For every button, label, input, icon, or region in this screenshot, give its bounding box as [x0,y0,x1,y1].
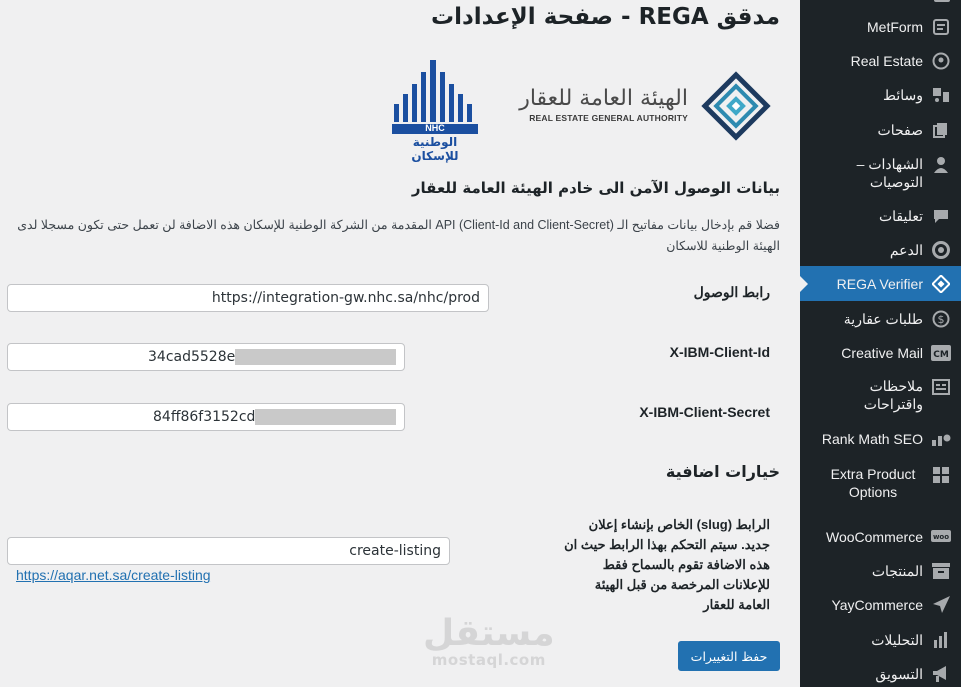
endpoint-value: https://integration-gw.nhc.sa/nhc/prod [211,290,480,306]
sidebar-item-testimonials[interactable] [800,154,961,194]
slug-input[interactable] [7,537,450,565]
nhc-logo-mark: NHC [425,123,445,133]
location-icon [930,50,952,72]
sidebar-item-label: التحليلات [871,632,923,648]
support-icon [930,239,952,261]
rega-logo-english: REAL ESTATE GENERAL AUTHORITY [529,113,688,123]
sidebar-item-label: ملاحظات واقتراحات [863,378,923,412]
sidebar-item-label: WooCommerce [826,529,923,545]
sidebar-item-label: وسائط [883,87,923,103]
rega-logo-icon [700,70,772,142]
archive-icon [930,560,952,582]
slug-link[interactable]: https://aqar.net.sa/create-listing [16,567,211,583]
sidebar-item-label: Rank Math SEO [821,431,923,447]
sidebar-item-label: المنتجات [871,563,923,579]
section-title: بيانات الوصول الآمن الى خادم الهيئة العامة للعقار [411,179,780,197]
svg-text:woo: woo [932,533,950,541]
sidebar-item-label: Extra Product Options [830,466,916,500]
media-icon [930,84,952,106]
sidebar-item-woocommerce[interactable] [800,526,961,548]
sidebar-item-real-estate-requests[interactable] [800,308,961,330]
client-id-redaction [235,349,396,365]
sidebar-item-label: الشهادات – التوصيات [856,156,923,190]
sidebar-item-extra-product-options[interactable] [800,464,961,504]
save-changes-button[interactable]: حفظ التغييرات [678,641,780,671]
comments-icon [930,205,952,227]
sidebar-item-label: طلبات عقارية [843,311,923,327]
client-secret-redaction [255,409,396,425]
verifier-icon [930,273,952,295]
logos [388,58,780,163]
sidebar-item-feedback[interactable] [800,376,961,416]
sidebar-item-label: التسويق [875,666,923,682]
sidebar-item-yaycommerce[interactable] [800,594,961,616]
sidebar-item-label: YayCommerce [831,597,923,613]
client-id-input[interactable] [7,343,405,371]
sidebar-item-metform[interactable] [800,16,961,38]
sidebar-item-label: REGA Verifier [836,275,923,292]
svg-text:CM: CM [933,350,949,360]
nhc-logo-arabic: الوطنية للإسكان [411,135,459,163]
sidebar-item-label: الدعم [889,242,923,258]
partial-icon [934,0,950,2]
cm-icon [930,342,952,364]
sidebar-item-label: Real Estate [850,53,923,69]
slug-value: create-listing [349,543,441,559]
sidebar-item-partial-top[interactable] [800,0,961,4]
client-id-label: X-IBM-Client-Id [669,344,770,360]
form-icon [930,16,952,38]
options-title: خيارات اضافية [665,462,780,481]
sidebar-item-pages[interactable] [800,119,961,141]
grid-icon [930,464,952,486]
client-secret-label: X-IBM-Client-Secret [639,404,770,420]
watermark-english: mostaql.com [431,651,546,669]
page-title: مدقق REGA - صفحة الإعدادات [431,4,780,30]
sidebar-item-label: Creative Mail [841,345,923,361]
api-description: فضلا قم بإدخال بيانات مفاتيح الـ API (Client-Id and Client-Secret) المقدمة من الشركة الوطنية للإسكان هذه الاضافة لن تعمل حتى تكون مسجلا لدى الهيئة الوطنية للاسكان [17,218,780,253]
chart-icon [930,629,952,651]
sidebar-item-rega-verifier[interactable] [800,266,961,301]
yay-icon [930,594,952,616]
pages-icon [930,119,952,141]
feedback-icon [930,376,952,398]
sidebar-item-analytics[interactable] [800,629,961,651]
sidebar-item-products[interactable] [800,560,961,582]
sidebar-item-label: صفحات [877,122,923,138]
slug-description: الرابط (slug) الخاص بإنشاء إعلان جديد. سيتم التحكم بهذا الرابط حيث ان هذه الاضافة تقوم بالسماح فقط للإعلانات المرخصة من قبل الهيئة العامة للعقار [564,517,770,612]
sidebar-item-rank-math[interactable] [800,428,961,450]
sidebar-item-label: MetForm [867,19,923,35]
megaphone-icon [930,663,952,685]
rankmath-icon [930,428,952,450]
sidebar-item-label: تعليقات [878,208,923,224]
client-secret-input[interactable] [7,403,405,431]
active-indicator [800,276,808,292]
sidebar-item-creative-mail[interactable] [800,342,961,364]
client-id-value: 34cad5528e [148,349,236,365]
client-secret-value: 84ff86f3152cd [153,409,256,425]
svg-text:$: $ [937,313,945,326]
dollar-icon [930,308,952,330]
endpoint-label: رابط الوصول [693,284,770,300]
woo-icon [930,526,952,548]
sidebar-item-comments[interactable] [800,205,961,227]
sidebar-item-real-estate[interactable] [800,50,961,72]
sidebar-item-media[interactable] [800,84,961,106]
sidebar-item-marketing[interactable] [800,663,961,685]
testimonial-icon [930,154,952,176]
endpoint-input[interactable] [7,284,489,312]
sidebar-item-support[interactable] [800,239,961,261]
rega-logo-arabic: الهيئة العامة للعقار [519,86,688,111]
admin-sidebar [800,0,961,687]
watermark [423,613,555,669]
watermark-arabic: مستقل [423,613,555,654]
